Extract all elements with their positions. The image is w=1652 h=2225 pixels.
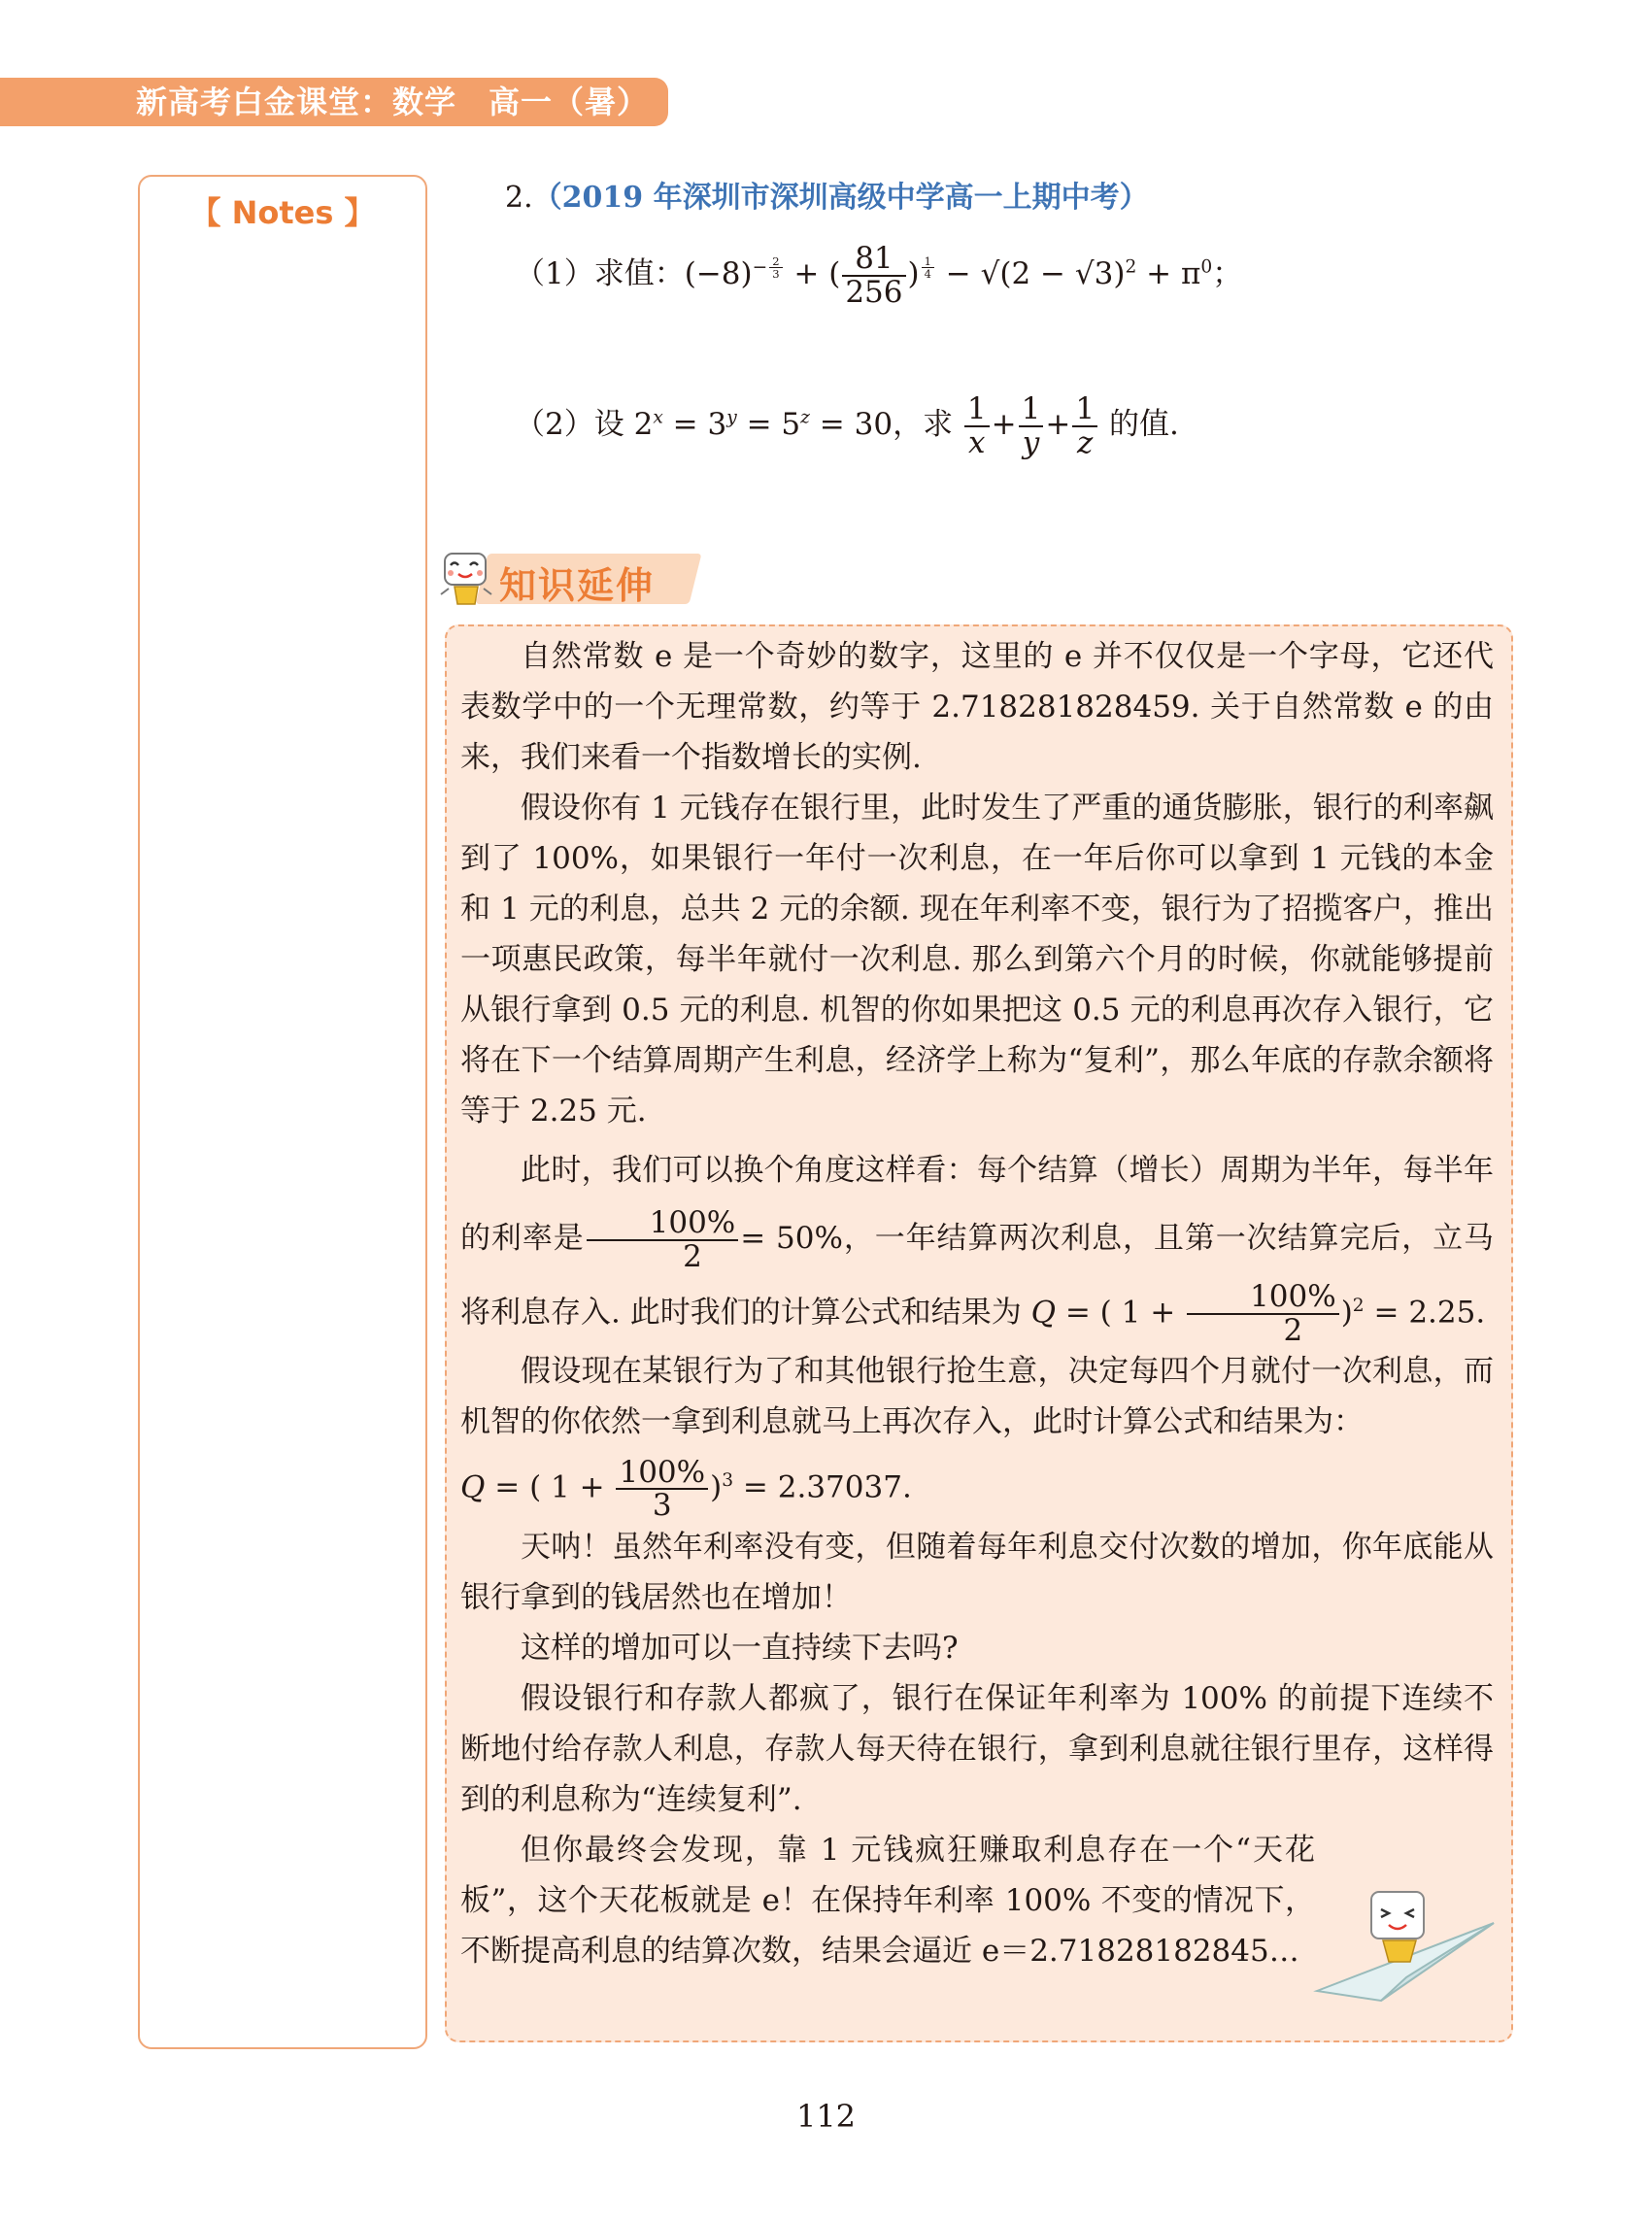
extension-paragraph: 假设银行和存款人都疯了，银行在保证年利率为 100% 的前提下连续不断地付给存款人利息，存款人每天待在银行，拿到利息就往银行里存，这样得到的利息称为“连续复利”.: [460, 1680, 1494, 1817]
extension-formula-2: Q = ( 1 + $\frac{100\%}{3}$ )$^3$ = 2.37037.: [460, 1454, 912, 1524]
extension-paragraph-formula-2: 假设现在某银行为了和其他银行抢生意，决定每四个月就付一次利息，而机智的你依然一拿到利息就马上再次存入，此时计算公式和结果为：: [460, 1354, 1494, 1440]
problem-number: 2.: [505, 181, 533, 215]
section-tag: [435, 544, 707, 612]
notes-panel: [138, 175, 427, 2049]
extension-paragraph: 这样的增加可以一直持续下去吗?: [521, 1630, 959, 1666]
problem-part-1: （1）求值：$(-8)^{- \frac{2}{3}}$ + ( $\frac{81}{256}$ ) $^{\frac{1}{4}}$ − $√(2 - √3)^2 + \pi^0$；: [515, 241, 1243, 310]
extension-paragraph: 天呐！虽然年利率没有变，但随着每年利息交付次数的增加，你年底能从银行拿到的钱居然也在增加！: [460, 1529, 1494, 1615]
header-title: 新高考白金课堂：数学 高一（暑）: [136, 84, 650, 120]
page-number: 112: [795, 2098, 857, 2135]
extension-paragraph: 自然常数 e 是一个奇妙的数字，这里的 e 并不仅仅是一个字母，它还代表数学中的一个无理常数，约等于 2.718281828459. 关于自然常数 e 的由来，我们来看一个指数增长的实例.: [460, 639, 1494, 775]
extension-paragraph: 假设你有 1 元钱存在银行里，此时发生了严重的通货膨胀，银行的利率飙到了 100%，如果银行一年付一次利息，在一年后你可以拿到 1 元钱的本金和 1 元的利息，总共 2 元的余额. 现在年利率不变，银行为了招揽客户，推出一项惠民政策，每半年就付一次利息. 那么到第六个月的时候，你就能够提前从银行拿到 0.5 元的利息. 机智的你如果把这 0.5 元的利息再次存入银行，它将在下一个结算周期产生利息，经济学上称为“复利”，那么年底的存款余额将等于 2.25 元.: [460, 791, 1494, 1129]
section-title: 知识延伸: [499, 564, 656, 607]
problem-source: （2019 年深圳市深圳高级中学高一上期中考）: [532, 181, 1149, 215]
extension-paragraph: 但你最终会发现，靠 1 元钱疯狂赚取利息存在一个“天花板”，这个天花板就是 e！在保持年利率 100% 不变的情况下，不断提高利息的结算次数，结果会逼近 e＝2.71828182845…: [460, 1832, 1315, 1969]
extension-paragraph-formula-1: 此时，我们可以换个角度这样看：每个结算（增长）周期为半年，每半年的利率是 $\frac{100\%}{2}$ = 50%，一年结算两次利息，且第一次结算完后，立马将利息存入. 此时我们的计算公式和结果为 Q = ( 1 + $\frac{100\%}{2}$ )$^2$ = 2.25.: [460, 1153, 1495, 1348]
problem-heading: [505, 173, 1149, 216]
mascot-icon: [437, 544, 495, 612]
problem-part-2: （2）设 $2^x = 3^y = 5^z = 30$，求 $\frac{1}{x}$ + $\frac{1}{y}$ + $\frac{1}{z}$ 的值.: [515, 391, 1179, 460]
paper-plane-mascot-icon: [1313, 1884, 1498, 2010]
notes-label: 【 Notes 】: [189, 194, 376, 231]
extension-content: [460, 631, 1494, 1976]
